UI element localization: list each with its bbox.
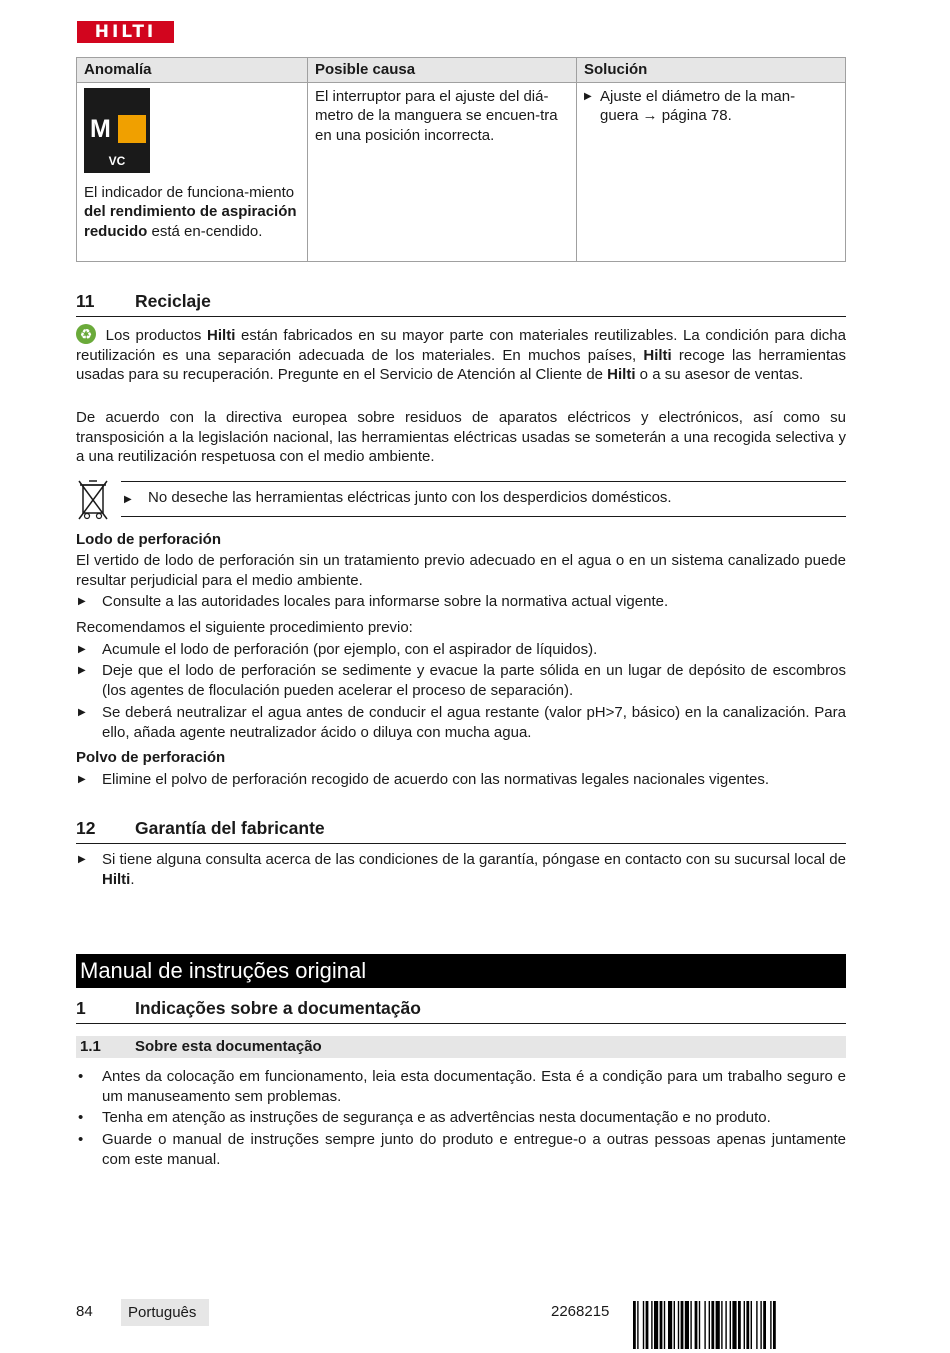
language-label: Português [121, 1299, 209, 1326]
page-number: 84 [76, 1303, 93, 1320]
recommend-text: Recomendamos el siguiente procedimiento previo: [76, 619, 413, 636]
anomaly-cell [77, 82, 308, 261]
lodo-heading: Lodo de perforación [76, 531, 222, 548]
barcode-icon [633, 1301, 846, 1349]
triangle-bullet-icon: ▶ [78, 707, 86, 718]
table-header-row [77, 58, 846, 83]
table-row [77, 82, 846, 261]
triangle-bullet-icon: ▶ [124, 494, 132, 505]
hilti-logo: HILTI [77, 21, 174, 43]
lodo-paragraph: El vertido de lodo de perforación sin un tratamiento previo adecuado en el agua o en un sistema canalizado puede resultar perjudicial para el medio ambiente. [76, 552, 846, 589]
list-item: • Guarde o manual de instruções sempre junto do produto e entregue-o a outras pessoas apenas juntamente com este manual. [78, 1131, 846, 1168]
triangle-bullet-icon: ▶ [78, 665, 86, 676]
list-item: ▶ Elimine el polvo de perforación recogido de acuerdo con las normativas legales nacionales vigentes. [78, 771, 770, 788]
pt-section-1-heading: 1 Indicações sobre a documentação [76, 997, 846, 1024]
cause-cell: El interruptor para el ajuste del diá-metro de la manguera se encuen-tra en una posición incorrecta. [308, 82, 577, 261]
troubleshooting-table [76, 57, 846, 262]
triangle-bullet-icon: ▶ [78, 644, 86, 655]
list-item: ▶ Acumule el lodo de perforación (por ejemplo, con el aspirador de líquidos). [78, 641, 598, 658]
recycling-paragraph: ♻ Los productos Hilti están fabricados en su mayor parte con materiales reutilizables. La condición para dicha reutilización es una separación adecuada de los materiales. En muchos países, Hilti recoge las herramientas usadas para su recuperación. Pregunte en el Servicio de Atención al Cliente de Hilti o a su asesor de ventas. [76, 324, 846, 385]
document-code: 2268215 [551, 1303, 610, 1320]
solution-cell: ▶ Ajuste el diámetro de la man-guera → página 78. [577, 82, 846, 261]
polvo-heading: Polvo de perforación [76, 749, 226, 766]
col-header-solution: Solución [577, 58, 846, 83]
triangle-bullet-icon: ▶ [78, 854, 86, 865]
anomaly-text: El indicador de funciona-miento del rendimiento de aspiración reducido está en-cendido. [84, 183, 297, 240]
list-item: • Antes da colocação em funcionamento, leia esta documentação. Esta é a condição para um trabalho seguro e um manuseamento sem problemas. [78, 1068, 846, 1105]
section-12-heading: 12 Garantía del fabricante [76, 817, 846, 844]
manual-title-bar: Manual de instruções original [76, 954, 846, 988]
pt-subsection-heading: 1.1 Sobre esta documentação [76, 1036, 846, 1058]
list-item: • Tenha em atenção as instruções de segurança e as advertências nesta documentação e no produto. [78, 1109, 771, 1126]
list-item: ▶ Deje que el lodo de perforación se sedimente y evacue la parte sólida en un lugar de depósito de escombros (los agentes de floculación pueden acelerar el proceso de separación). [78, 662, 846, 699]
list-item: ▶ Se deberá neutralizar el agua antes de conducir el agua restante (valor pH>7, básico) en la canalización. Para ello, añada agente neutralizador ácido o diluya con mucha agua. [78, 704, 846, 741]
weee-paragraph: De acuerdo con la directiva europea sobre residuos de aparatos eléctricos y electrónicos, así como su transposición a la legislación nacional, las herramientas eléctricas usadas se someterán a una recogida selectiva y a una reutilización respetuosa con el medio ambiente. [76, 409, 846, 465]
crossed-bin-icon [77, 477, 109, 521]
recycle-icon [76, 324, 96, 344]
triangle-bullet-icon: ▶ [78, 774, 86, 785]
triangle-bullet-icon: ▶ [78, 596, 86, 607]
triangle-bullet-icon: ▶ [584, 90, 592, 102]
disposal-warning: ▶ No deseche las herramientas eléctricas junto con los desperdicios domésticos. [121, 481, 846, 517]
col-header-cause: Posible causa [308, 58, 577, 83]
section-11-heading: 11 Reciclaje [76, 290, 846, 317]
suction-indicator-icon: M VC [84, 88, 150, 173]
list-item: ▶ Si tiene alguna consulta acerca de las condiciones de la garantía, póngase en contacto con su sucursal local de Hilti. [78, 851, 846, 888]
list-item: ▶ Consulte a las autoridades locales para informarse sobre la normativa actual vigente. [78, 593, 669, 610]
col-header-anomaly: Anomalía [77, 58, 308, 83]
